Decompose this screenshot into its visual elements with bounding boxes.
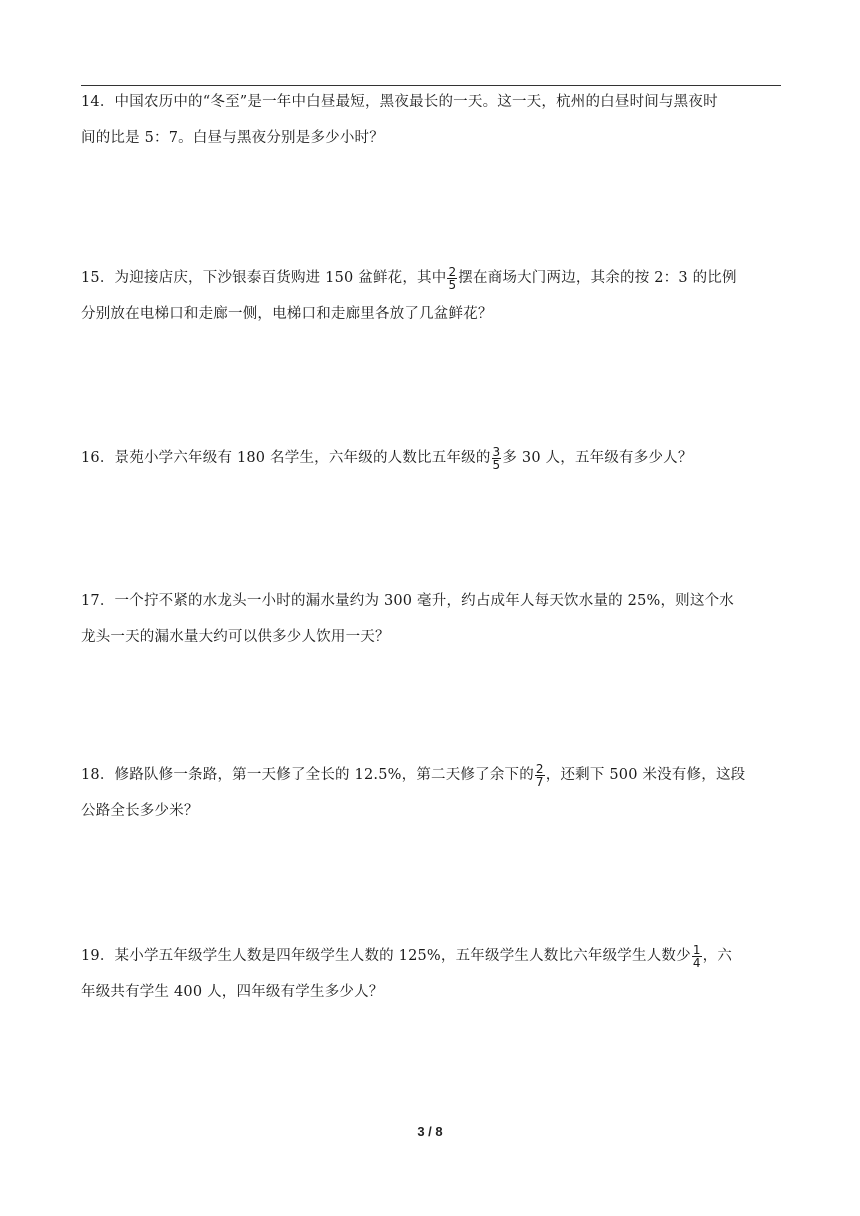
fraction-denominator: 4	[692, 955, 701, 970]
question-16	[81, 440, 771, 476]
question-18-text-b: ，还剩下 500 米没有修，这段	[545, 767, 746, 783]
question-18	[81, 757, 771, 829]
question-15-text-a: 15．为迎接店庆，下沙银泰百货购进 150 盆鲜花，其中	[81, 270, 447, 286]
question-16-text-a: 16．景苑小学六年级有 180 名学生，六年级的人数比五年级的	[81, 450, 491, 466]
fraction-numerator: 1	[692, 942, 701, 957]
question-16-text-b: 多 30 人，五年级有多少人？	[502, 450, 693, 466]
question-14-line-1: 14．中国农历中的“冬至”是一年中白昼最短，黑夜最长的一天。这一天，杭州的白昼时间与黑夜时	[81, 94, 718, 110]
question-19-text-b: ，六	[702, 948, 733, 964]
question-15-line-1	[81, 260, 771, 296]
fraction-two-fifths	[447, 266, 457, 291]
question-14	[81, 84, 771, 156]
fraction-numerator: 2	[535, 761, 544, 776]
question-14-line-2: 间的比是 5：7。白昼与黑夜分别是多少小时？	[81, 130, 384, 146]
question-19-text-a: 19．某小学五年级学生人数是四年级学生人数的 125%，五年级学生人数比六年级学生人数少	[81, 948, 691, 964]
question-15-text-b: 摆在商场大门两边，其余的按 2：3 的比例	[458, 270, 737, 286]
fraction-denominator: 7	[535, 774, 544, 789]
question-18-text-a: 18．修路队修一条路，第一天修了全长的 12.5%，第二天修了余下的	[81, 767, 534, 783]
fraction-denominator: 5	[492, 457, 501, 472]
question-19-line-2: 年级共有学生 400 人，四年级有学生多少人？	[81, 984, 384, 1000]
fraction-three-fifths	[492, 446, 502, 471]
page-number: 3 / 8	[417, 1124, 443, 1139]
fraction-numerator: 2	[448, 264, 457, 279]
question-15	[81, 260, 771, 332]
question-17-line-2: 龙头一天的漏水量大约可以供多少人饮用一天？	[81, 629, 390, 645]
fraction-one-quarter	[692, 944, 702, 969]
question-18-line-2: 公路全长多少米？	[81, 803, 199, 819]
question-19	[81, 938, 771, 1010]
fraction-numerator: 3	[492, 444, 501, 459]
question-17-line-1: 17．一个拧不紧的水龙头一小时的漏水量约为 300 毫升，约占成年人每天饮水量的 25%，则这个水	[81, 593, 734, 609]
fraction-denominator: 5	[448, 277, 457, 292]
fraction-two-sevenths	[535, 763, 545, 788]
question-15-line-2: 分别放在电梯口和走廊一侧，电梯口和走廊里各放了几盆鲜花？	[81, 306, 493, 322]
question-18-line-1	[81, 757, 771, 793]
question-17	[81, 583, 771, 655]
question-16-line-1	[81, 440, 771, 476]
question-19-line-1	[81, 938, 771, 974]
